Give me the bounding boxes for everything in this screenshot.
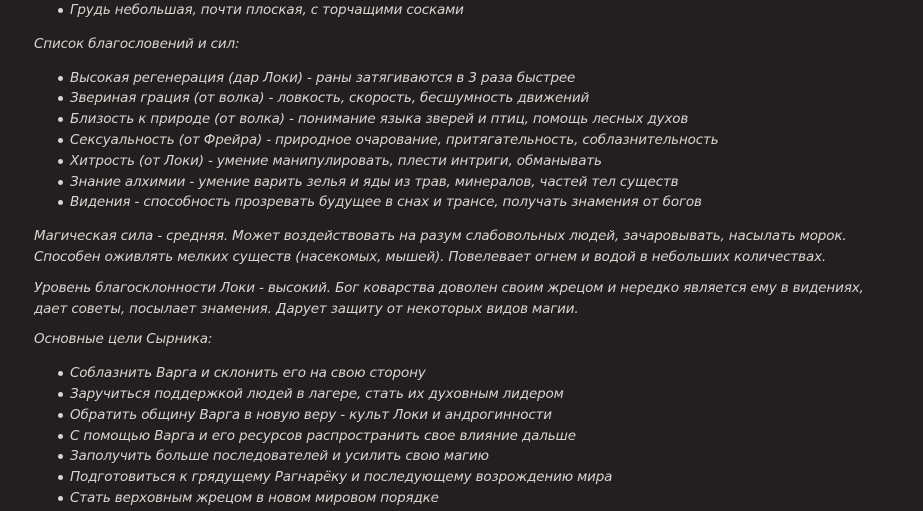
appearance-list bbox=[34, 0, 889, 21]
blessings-heading: Список благословений и сил: bbox=[34, 35, 240, 52]
goals-list bbox=[34, 363, 889, 509]
blessings-list bbox=[34, 68, 889, 214]
magic-paragraph: Магическая сила - средняя. Может воздействовать на разум слабовольных людей, зачаровывать, насылать морок. Способен оживлять мелких существ (насекомых, мышей). Повелевает огнем и водой в небольших количествах. bbox=[34, 228, 847, 265]
list-item: Знание алхимии - умение варить зелья и яды из трав, минералов, частей тел существ bbox=[70, 172, 889, 193]
list-item: Звериная грация (от волка) - ловкость, скорость, бесшумность движений bbox=[70, 88, 889, 109]
goals-heading: Основные цели Сырника: bbox=[34, 331, 213, 348]
list-item: Близость к природе (от волка) - понимание языка зверей и птиц, помощь лесных духов bbox=[70, 109, 889, 130]
list-item: Видения - способность прозревать будущее в снах и трансе, получать знамения от богов bbox=[70, 192, 889, 213]
loki-favor-paragraph: Уровень благосклонности Локи - высокий. Бог коварства доволен своим жрецом и нередко является ему в видениях, дает советы, посылает знамения. Дарует защиту от некоторых видов магии. bbox=[34, 279, 864, 317]
list-item: Стать верховным жрецом в новом мировом порядке bbox=[70, 488, 889, 509]
list-item: Высокая регенерация (дар Локи) - раны затягиваются в 3 раза быстрее bbox=[70, 68, 889, 89]
list-item: Заручиться поддержкой людей в лагере, стать их духовным лидером bbox=[70, 384, 889, 405]
list-item: С помощью Варга и его ресурсов распространить свое влияние дальше bbox=[70, 426, 889, 447]
list-item: Соблазнить Варга и склонить его на свою сторону bbox=[70, 363, 889, 384]
list-item: Сексуальность (от Фрейра) - природное очарование, притягательность, соблазнительность bbox=[70, 130, 889, 151]
list-item: Грудь небольшая, почти плоская, с торчащими сосками bbox=[70, 0, 889, 21]
list-item: Заполучить больше последователей и усилить свою магию bbox=[70, 446, 889, 467]
list-item: Хитрость (от Локи) - умение манипулировать, плести интриги, обманывать bbox=[70, 151, 889, 172]
list-item: Подготовиться к грядущему Рагнарёку и последующему возрождению мира bbox=[70, 467, 889, 488]
list-item: Обратить общину Варга в новую веру - культ Локи и андрогинности bbox=[70, 405, 889, 426]
